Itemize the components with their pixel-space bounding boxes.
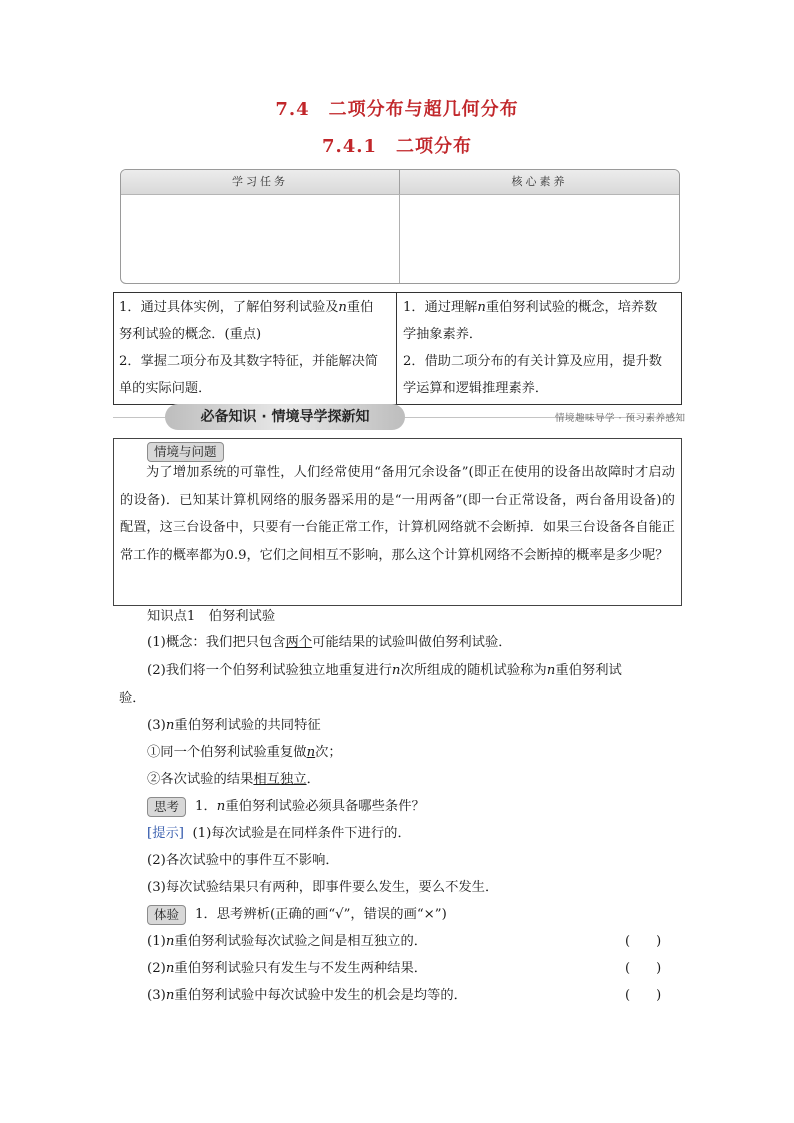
goal-text: 学抽象素养．: [403, 327, 483, 342]
text: ②各次试验的结果: [147, 772, 254, 787]
knowledge-line-5: [147, 770, 320, 790]
text: 次所组成的随机试验称为: [400, 663, 547, 678]
knowledge-line-3: [147, 716, 321, 736]
text: 重伯努利试: [555, 663, 622, 678]
goal-text: 重伯: [346, 300, 374, 315]
text: (3): [147, 988, 166, 1003]
goal-var: n: [338, 300, 347, 315]
goal-text: 努利试验的概念．(重点): [119, 327, 262, 342]
task-header-right: 核心素养: [400, 170, 679, 195]
text: ①同一个伯努利试验重复做: [147, 745, 307, 760]
goal-text: 1．通过理解: [403, 300, 478, 315]
practice-item: [147, 932, 427, 952]
think-tag: 思考: [147, 797, 186, 817]
text: 次；: [315, 745, 342, 760]
var-n: n: [165, 988, 175, 1003]
context-box: [113, 438, 682, 606]
text: 1．: [195, 799, 217, 814]
var-n: n: [165, 934, 175, 949]
goals-left: [114, 293, 397, 404]
text: 重伯努利试验每次试验之间是相互独立的．: [174, 934, 428, 949]
var-n: n: [546, 663, 556, 678]
banner-title: 必备知识 · 情境导学探新知: [200, 409, 370, 425]
goal-text: 1．通过具体实例，了解伯努利试验及: [119, 300, 339, 315]
underlined-answer: n: [306, 745, 316, 760]
text: (1)每次试验是在同样条件下进行的．: [192, 826, 411, 841]
goal-text: 2．借助二项分布的有关计算及应用，提升数: [403, 354, 662, 369]
text: (2)我们将一个伯努利试验独立地重复进行: [147, 663, 392, 678]
knowledge-line-2: [147, 661, 622, 681]
answer-blank[interactable]: ( ): [625, 961, 662, 976]
task-divider: [399, 194, 400, 283]
answer-blank[interactable]: ( ): [625, 934, 662, 949]
var-n: n: [165, 718, 175, 733]
underlined-answer: 两个: [285, 635, 313, 650]
text: ．: [306, 772, 320, 787]
knowledge-line-4: [147, 743, 342, 763]
banner-subtitle: 情境趣味导学 · 预习素养感知: [555, 413, 686, 424]
practice-question: 1．思考辨析(正确的画“√”，错误的画“×”): [195, 907, 447, 922]
task-header-left: 学习任务: [121, 170, 400, 195]
think-answer-3: (3)每次试验结果只有两种，即事件要么发生，要么不发生．: [147, 880, 499, 895]
text: 可能结果的试验叫做伯努利试验．: [312, 635, 512, 650]
task-header-box: [120, 169, 680, 284]
var-n: n: [165, 961, 175, 976]
text: (1)概念：我们把只包含: [147, 635, 286, 650]
goal-text: 学运算和逻辑推理素养．: [403, 381, 549, 396]
text: 重伯努利试验必须具备哪些条件？: [225, 799, 425, 814]
text: 重伯努利试验中每次试验中发生的机会是均等的．: [174, 988, 467, 1003]
goal-text: 重伯努利试验的概念，培养数: [485, 300, 658, 315]
knowledge-line-1: [147, 633, 512, 653]
text: (2): [147, 961, 166, 976]
var-n: n: [216, 799, 226, 814]
goal-text: 2．掌握二项分布及其数字特征，并能解决简: [119, 354, 378, 369]
text: 重伯努利试验只有发生与不发生两种结果．: [174, 961, 428, 976]
var-n: n: [391, 663, 401, 678]
text: 重伯努利试验的共同特征: [174, 718, 321, 733]
goals-table: [113, 292, 682, 405]
subsection-title: 7.4.1 二项分布: [321, 136, 473, 157]
practice-tag: 体验: [147, 905, 186, 925]
knowledge-line-2b: 验．: [119, 691, 146, 706]
think-question: [195, 797, 425, 817]
text: (3): [147, 718, 166, 733]
section-title: 7.4 二项分布与超几何分布: [275, 99, 519, 120]
context-tag: 情境与问题: [147, 442, 224, 462]
underlined-answer: 相互独立: [253, 772, 307, 787]
goals-right: [398, 293, 681, 404]
goal-text: 单的实际问题．: [119, 381, 212, 396]
context-text: 为了增加系统的可靠性，人们经常使用“备用冗余设备”(即正在使用的设备出故障时才启动的设备)．已知某计算机网络的服务器采用的是“一用两备”(即一台正常设备，两台备用设备)的配置，这三台设备中，只要有一台能正常工作，计算机网络就不会断掉．如果三台设备各自能正常工作的概率都为0.9，它们之间相互不影响，那么这个计算机网络不会断掉的概率是多少呢？: [120, 465, 675, 563]
goal-var: n: [477, 300, 486, 315]
practice-item: [147, 986, 467, 1006]
think-answer-1: [147, 824, 411, 844]
think-answer-2: (2)各次试验中的事件互不影响．: [147, 853, 339, 868]
practice-item: [147, 959, 427, 979]
text: (1): [147, 934, 166, 949]
knowledge-heading: 知识点1 伯努利试验: [147, 609, 276, 624]
hint-label: [提示]: [147, 826, 184, 841]
answer-blank[interactable]: ( ): [625, 988, 662, 1003]
